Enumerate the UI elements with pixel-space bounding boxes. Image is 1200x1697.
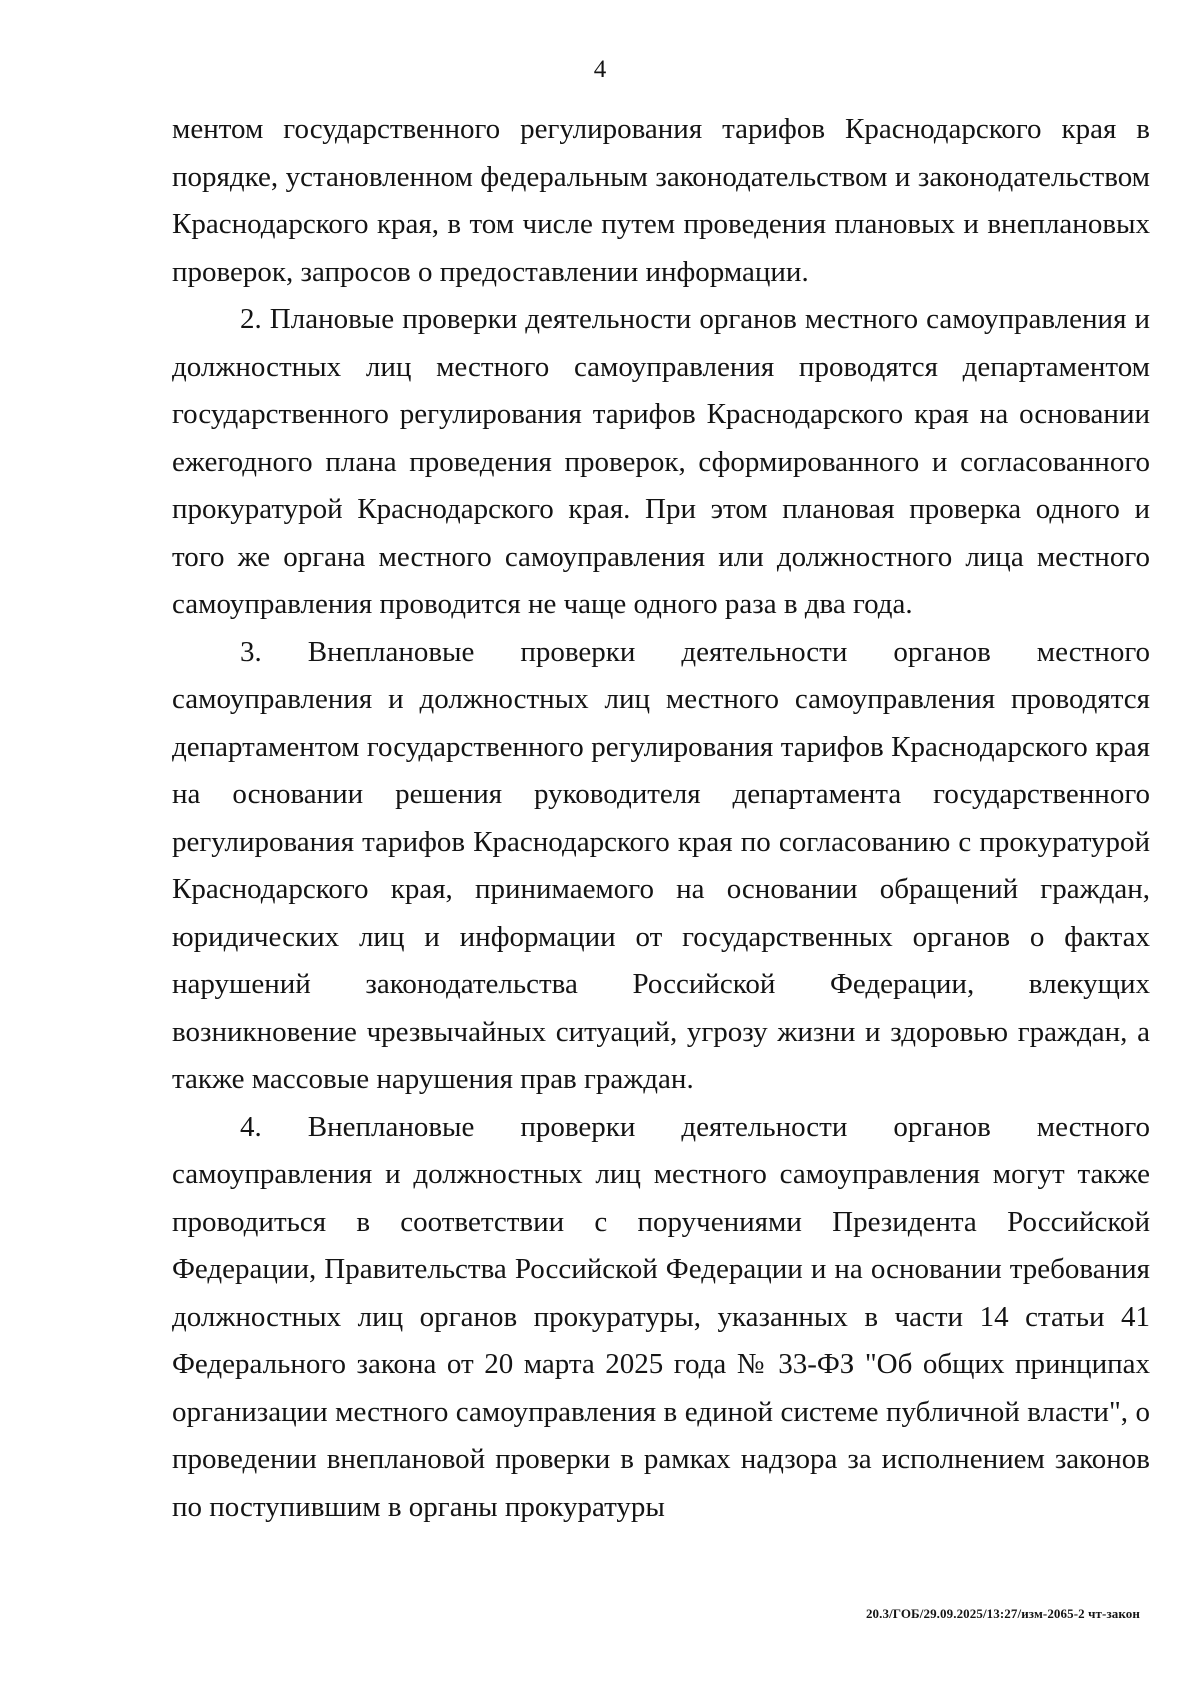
document-footer-code: 20.3/ГОБ/29.09.2025/13:27/изм-2065-2 чт-закон (865, 1606, 1140, 1621)
paragraph-item-2: 2. Плановые проверки деятельности органов местного самоуправления и должностных лиц местного самоуправления проводятся департаментом государственного регулирования тарифов Краснодарского края на основании ежегодного плана проведения проверок, сформированного и согласованного прокуратурой Краснодарского края. При этом плановая проверка одного и того же органа местного самоуправления или должностного лица местного самоуправления проводится не чаще одного раза в два года. (172, 303, 1150, 620)
paragraph-item-3: 3. Внеплановые проверки деятельности органов местного самоуправления и должностных лиц местного самоуправления проводятся департаментом государственного регулирования тарифов Краснодарского края на основании решения руководителя департамента государственного регулирования тарифов Краснодарского края по согласованию с прокуратурой Краснодарского края, принимаемого на основании обращений граждан, юридических лиц и информации от государственных органов о фактах нарушений законодательства Российской Федерации, влекущих возникновение чрезвычайных ситуаций, угрозу жизни и здоровью граждан, а также массовые нарушения прав граждан. (172, 635, 1150, 1095)
paragraph-continuation: ментом государственного регулирования тарифов Краснодарского края в порядке, установленном федеральным законодательством и законодательством Краснодарского края, в том числе путем проведения плановых и внеплановых проверок, запросов о предоставлении информации. (172, 113, 1150, 288)
document-body (172, 106, 1150, 1531)
page-number: 4 (593, 56, 607, 83)
paragraph-item-4: 4. Внеплановые проверки деятельности органов местного самоуправления и должностных лиц местного самоуправления могут также проводиться в соответствии с поручениями Президента Российской Федерации, Правительства Российской Федерации и на основании требования должностных лиц органов прокуратуры, указанных в части 14 статьи 41 Федерального закона от 20 марта 2025 года № 33-ФЗ "Об общих принципах организации местного самоуправления в единой системе публичной власти", о проведении внеплановой проверки в рамках надзора за исполнением законов по поступившим в органы прокуратуры (172, 1110, 1150, 1523)
